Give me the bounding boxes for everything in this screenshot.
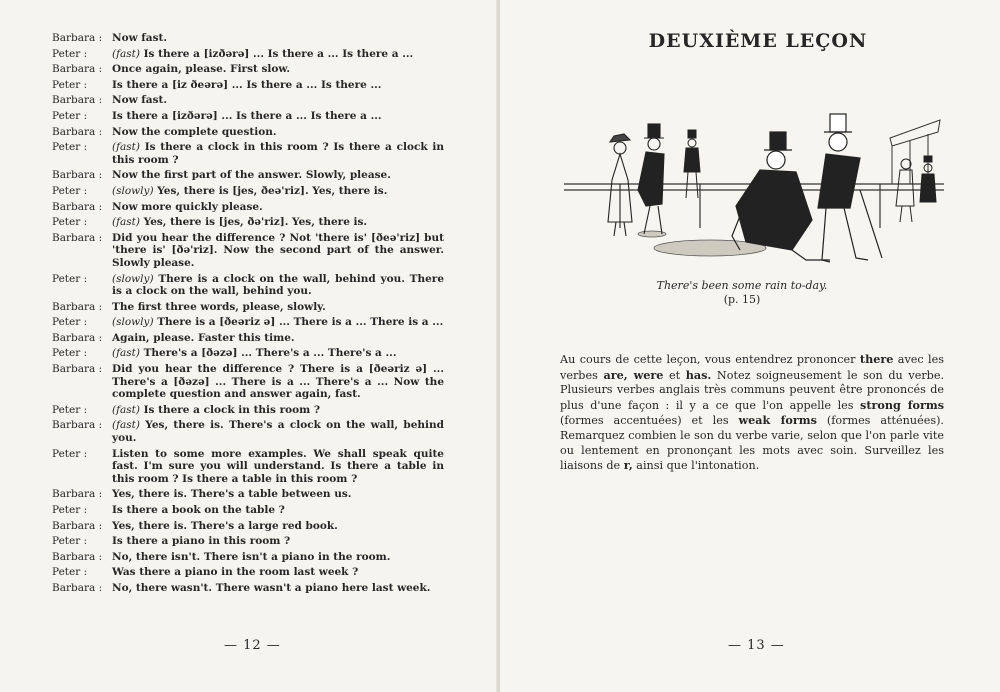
speech-text <box>112 551 444 564</box>
dialogue-line <box>52 301 444 314</box>
dialogue-line <box>52 126 444 139</box>
dialogue-line <box>52 169 444 182</box>
dialogue-line <box>52 316 444 329</box>
speech-text <box>112 141 444 166</box>
intro-text: Notez soigneusement le son du verbe. Plusieurs verbes anglais très communs peuvent être prononcés de plus d'une façon : il y a ce que l'on appelle les <box>560 368 945 412</box>
dialogue-line <box>52 404 444 417</box>
intro-text: ainsi que l'intonation. <box>632 459 760 473</box>
speech-text <box>112 504 444 517</box>
speech-text <box>112 363 444 401</box>
cartoon-illustration <box>560 110 944 280</box>
speech-words: Did you hear the difference ? There is a [ðeəriz ə] ... There's a [ðəzə] ... There is a ... There's a ... Now the complete question and answer again, fast. <box>112 363 444 401</box>
speech-words: Yes, there is [jes, ðeə'riz]. Yes, there is. <box>157 184 388 197</box>
speech-words: Yes, there is. There's a clock on the wall, behind you. <box>112 419 445 445</box>
speech-text <box>112 79 444 92</box>
intro-text: (formes accentuées) et les <box>560 414 739 428</box>
speech-words: Is there a book on the table ? <box>112 504 285 516</box>
speaker-name: Peter : <box>52 272 88 285</box>
speech-words: Is there a [iz ðeərə] ... Is there a ... Is there ... <box>112 78 382 91</box>
speaker-name: Peter : <box>52 566 88 579</box>
dialogue-line <box>52 363 444 401</box>
speech-words: There's a [ðəzə] ... There's a ... There's a ... <box>143 347 397 360</box>
dialogue-line <box>52 48 444 61</box>
dialogue-line <box>52 185 444 198</box>
dialogue-line <box>52 582 444 595</box>
speaker-name: Peter : <box>52 447 88 460</box>
speech-text <box>112 273 444 298</box>
dialogue-line <box>52 488 444 501</box>
speech-text <box>112 347 444 360</box>
speech-text <box>112 94 444 107</box>
stage-direction: (slowly) <box>112 316 154 329</box>
speaker-name: Barbara : <box>52 419 103 432</box>
speech-words: Listen to some more examples. We shall speak quite fast. I'm sure you will understand. Is there a table in this room ? Is there a table in this room ? <box>112 447 444 485</box>
speech-text <box>112 316 444 329</box>
speech-text <box>112 232 444 270</box>
speech-words: Now the complete question. <box>112 125 277 138</box>
speaker-name: Barbara : <box>52 63 103 76</box>
right-page <box>500 0 1000 692</box>
speaker-name: Peter : <box>52 504 88 516</box>
speech-words: There is a clock on the wall, behind you. There is a clock on the wall, behind you. <box>112 272 444 298</box>
speaker-name: Barbara : <box>52 200 103 213</box>
speaker-name: Peter : <box>52 347 88 360</box>
intro-text: Au cours de cette leçon, vous entendrez prononcer <box>560 353 860 366</box>
speech-text <box>112 110 444 123</box>
speech-text <box>112 201 444 214</box>
speaker-name: Peter : <box>52 47 88 60</box>
dialogue-line <box>52 232 444 270</box>
speaker-name: Barbara : <box>52 94 103 107</box>
dialogue <box>52 32 444 598</box>
stage-direction: (fast) <box>112 141 140 154</box>
intro-bold: has. <box>685 367 712 382</box>
speaker-name: Barbara : <box>52 125 103 138</box>
dialogue-line <box>52 32 444 45</box>
speaker-name: Barbara : <box>52 550 103 563</box>
stage-direction: (fast) <box>112 47 140 60</box>
speech-text <box>112 48 444 61</box>
speaker-name: Barbara : <box>52 488 103 501</box>
stage-direction: (slowly) <box>112 272 154 285</box>
speaker-name: Peter : <box>52 78 88 91</box>
dialogue-line <box>52 201 444 214</box>
speech-text <box>112 63 444 76</box>
speech-words: Now the first part of the answer. Slowly, please. <box>112 169 391 182</box>
speaker-name: Barbara : <box>52 519 103 532</box>
speech-words: Did you hear the difference ? Not 'there is' [ðeə'riz] but 'there is' [ðə'riz]. Now the second part of the answer. Slowly please. <box>112 231 444 269</box>
speech-words: No, there wasn't. There wasn't a piano here last week. <box>112 581 431 594</box>
caption-text: There's been some rain to-day. <box>656 279 828 292</box>
speaker-name: Peter : <box>52 216 88 229</box>
intro-text: et <box>663 368 686 382</box>
speech-words: Is there a clock in this room ? <box>143 403 321 416</box>
caption-page-ref: (p. 15) <box>723 293 761 306</box>
intro-bold: r, <box>623 458 633 473</box>
intro-bold: there <box>859 352 894 366</box>
speech-text <box>112 32 444 45</box>
page-number-right: — 13 — <box>728 638 785 653</box>
dialogue-line <box>52 273 444 298</box>
speech-words: There is a [ðeəriz ə] ... There is a ... There is a ... <box>157 316 444 329</box>
intro-bold: strong forms <box>860 397 944 412</box>
speaker-name: Barbara : <box>52 169 103 182</box>
intro-text: avec les verbes <box>560 353 944 382</box>
dialogue-line <box>52 347 444 360</box>
speech-words: Was there a piano in the room last week ? <box>112 566 359 579</box>
lesson-title: DEUXIÈME LEÇON <box>648 30 868 52</box>
speech-words: Now more quickly please. <box>112 200 263 213</box>
page-number-left: — 12 — <box>224 638 281 653</box>
speech-words: Yes, there is. There's a table between us. <box>112 488 352 501</box>
speech-words: Is there a [izðərə] ... Is there a ... Is there a ... <box>143 47 414 60</box>
dialogue-line <box>52 94 444 107</box>
speaker-name: Barbara : <box>52 300 103 313</box>
speaker-name: Barbara : <box>52 581 103 594</box>
intro-bold: are, were <box>603 367 664 382</box>
speaker-name: Peter : <box>52 403 88 416</box>
dialogue-line <box>52 216 444 229</box>
intro-bold: weak forms <box>738 413 817 428</box>
speaker-name: Barbara : <box>52 32 103 44</box>
speech-words: Now fast. <box>112 32 168 44</box>
dialogue-line <box>52 551 444 564</box>
speech-text <box>112 404 444 417</box>
speech-words: No, there isn't. There isn't a piano in the room. <box>112 550 391 563</box>
dialogue-line <box>52 504 444 517</box>
speech-text <box>112 488 444 501</box>
speech-words: Again, please. Faster this time. <box>112 331 295 344</box>
speech-words: Once again, please. First slow. <box>112 63 291 76</box>
dialogue-line <box>52 535 444 548</box>
intro-text: (formes atténuées). Remarquez combien le son du verbe varie, selon que l'on parle vite ou lentement en prononçant les mots avec soin. Surveillez les liaisons de <box>560 414 944 473</box>
speech-text <box>112 332 444 345</box>
speech-text <box>112 169 444 182</box>
speech-words: Is there a [izðərə] ... Is there a ... Is there a ... <box>112 109 382 122</box>
speaker-name: Peter : <box>52 184 88 197</box>
stage-direction: (fast) <box>112 347 140 360</box>
speech-text <box>112 520 444 533</box>
speech-words: Yes, there is. There's a large red book. <box>112 519 338 532</box>
dialogue-line <box>52 419 444 444</box>
speech-words: Is there a piano in this room ? <box>112 535 291 548</box>
dialogue-line <box>52 448 444 486</box>
speech-words: Is there a clock in this room ? Is there a clock in this room ? <box>112 141 444 166</box>
speech-text <box>112 535 444 548</box>
speech-text <box>112 419 444 444</box>
stage-direction: (fast) <box>112 419 140 432</box>
speaker-name: Peter : <box>52 316 88 329</box>
speech-text <box>112 582 444 595</box>
dialogue-line <box>52 566 444 579</box>
speaker-name: Peter : <box>52 141 88 154</box>
speech-text <box>112 126 444 139</box>
stage-direction: (fast) <box>112 216 140 229</box>
dialogue-line <box>52 520 444 533</box>
stage-direction: (slowly) <box>112 184 154 197</box>
dialogue-line <box>52 332 444 345</box>
speech-words: Now fast. <box>112 94 168 107</box>
speech-text <box>112 185 444 198</box>
speaker-name: Barbara : <box>52 331 103 344</box>
dialogue-line <box>52 63 444 76</box>
speech-text <box>112 301 444 314</box>
speech-text <box>112 448 444 486</box>
speech-words: Yes, there is [jes, ðə'riz]. Yes, there is. <box>143 216 368 229</box>
stage-direction: (fast) <box>112 403 140 416</box>
dialogue-line <box>52 79 444 92</box>
speaker-name: Barbara : <box>52 363 103 376</box>
illustration-caption <box>620 279 864 307</box>
speaker-name: Barbara : <box>52 231 103 244</box>
speech-words: The first three words, please, slowly. <box>112 300 326 313</box>
speaker-name: Peter : <box>52 535 88 548</box>
dialogue-line <box>52 141 444 166</box>
speech-text <box>112 216 444 229</box>
speech-text <box>112 566 444 579</box>
lesson-intro-paragraph <box>560 352 944 474</box>
dialogue-line <box>52 110 444 123</box>
speaker-name: Peter : <box>52 109 88 122</box>
